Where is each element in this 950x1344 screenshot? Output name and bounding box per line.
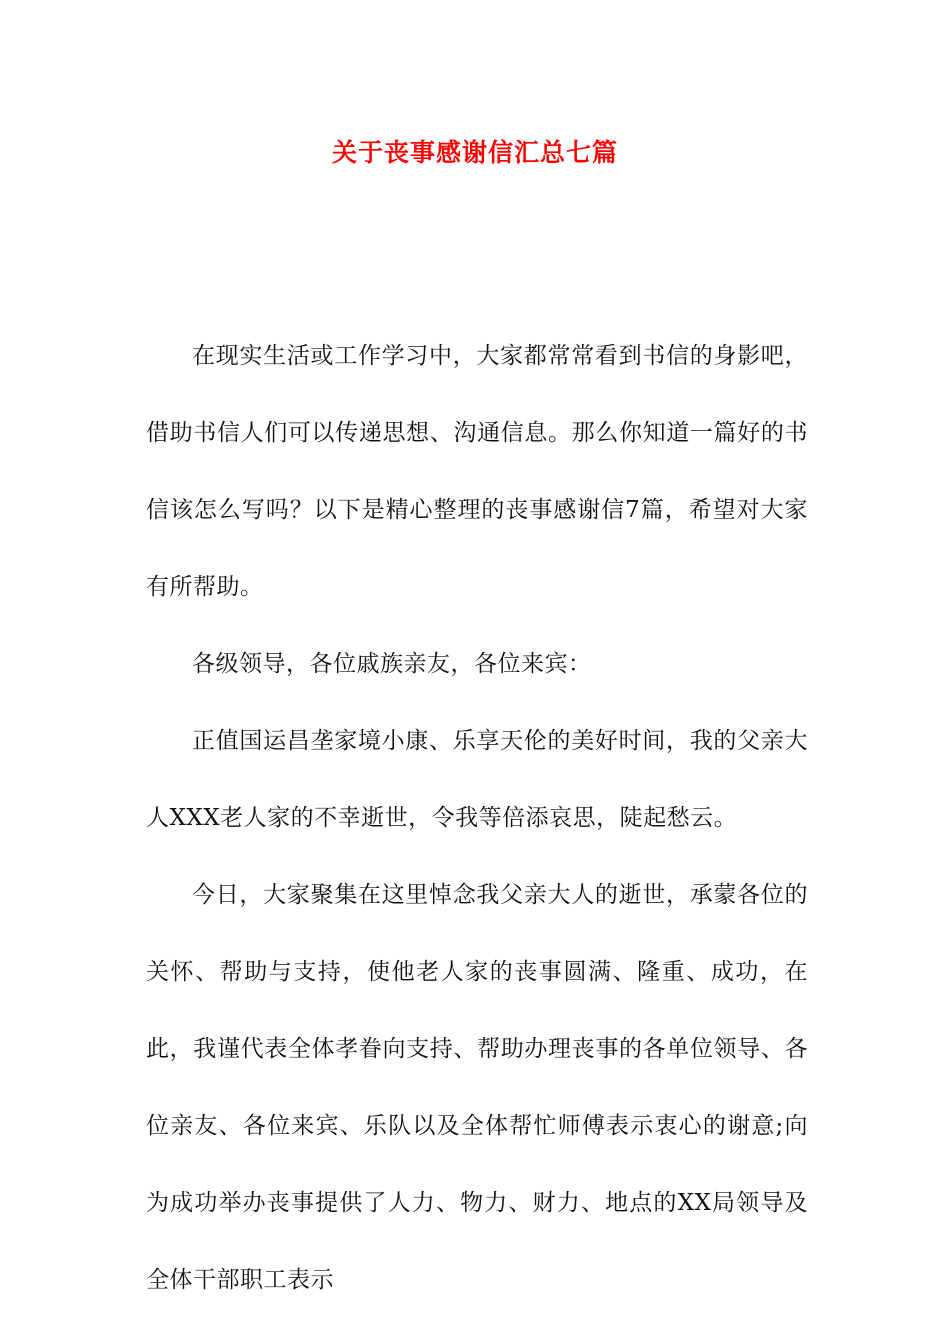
paragraph-salutation: 各级领导，各位戚族亲友，各位来宾： (192, 651, 592, 677)
document-body (146, 318, 808, 1319)
document-title: 关于丧事感谢信汇总七篇 (331, 138, 618, 167)
paragraph-condolence: 正值国运昌垄家境小康、乐享天伦的美好时间，我的父亲大人XXX老人家的不幸逝世，令我等倍添哀思，陡起愁云。 (146, 728, 808, 831)
paragraph-thanks: 今日，大家聚集在这里悼念我父亲大人的逝世，承蒙各位的关怀、帮助与支持，使他老人家的丧事圆满、隆重、成功，在此，我谨代表全体孝眷向支持、帮助办理丧事的各单位领导、各位亲友、各位来宾、乐队以及全体帮忙师傅表示衷心的谢意;向为成功举办丧事提供了人力、物力、财力、地点的XX局领导及全体干部职工表示 (146, 882, 808, 1293)
paragraph-intro: 在现实生活或工作学习中，大家都常常看到书信的身影吧，借助书信人们可以传递思想、沟通信息。那么你知道一篇好的书信该怎么写吗？以下是精心整理的丧事感谢信7篇，希望对大家有所帮助。 (146, 343, 808, 600)
